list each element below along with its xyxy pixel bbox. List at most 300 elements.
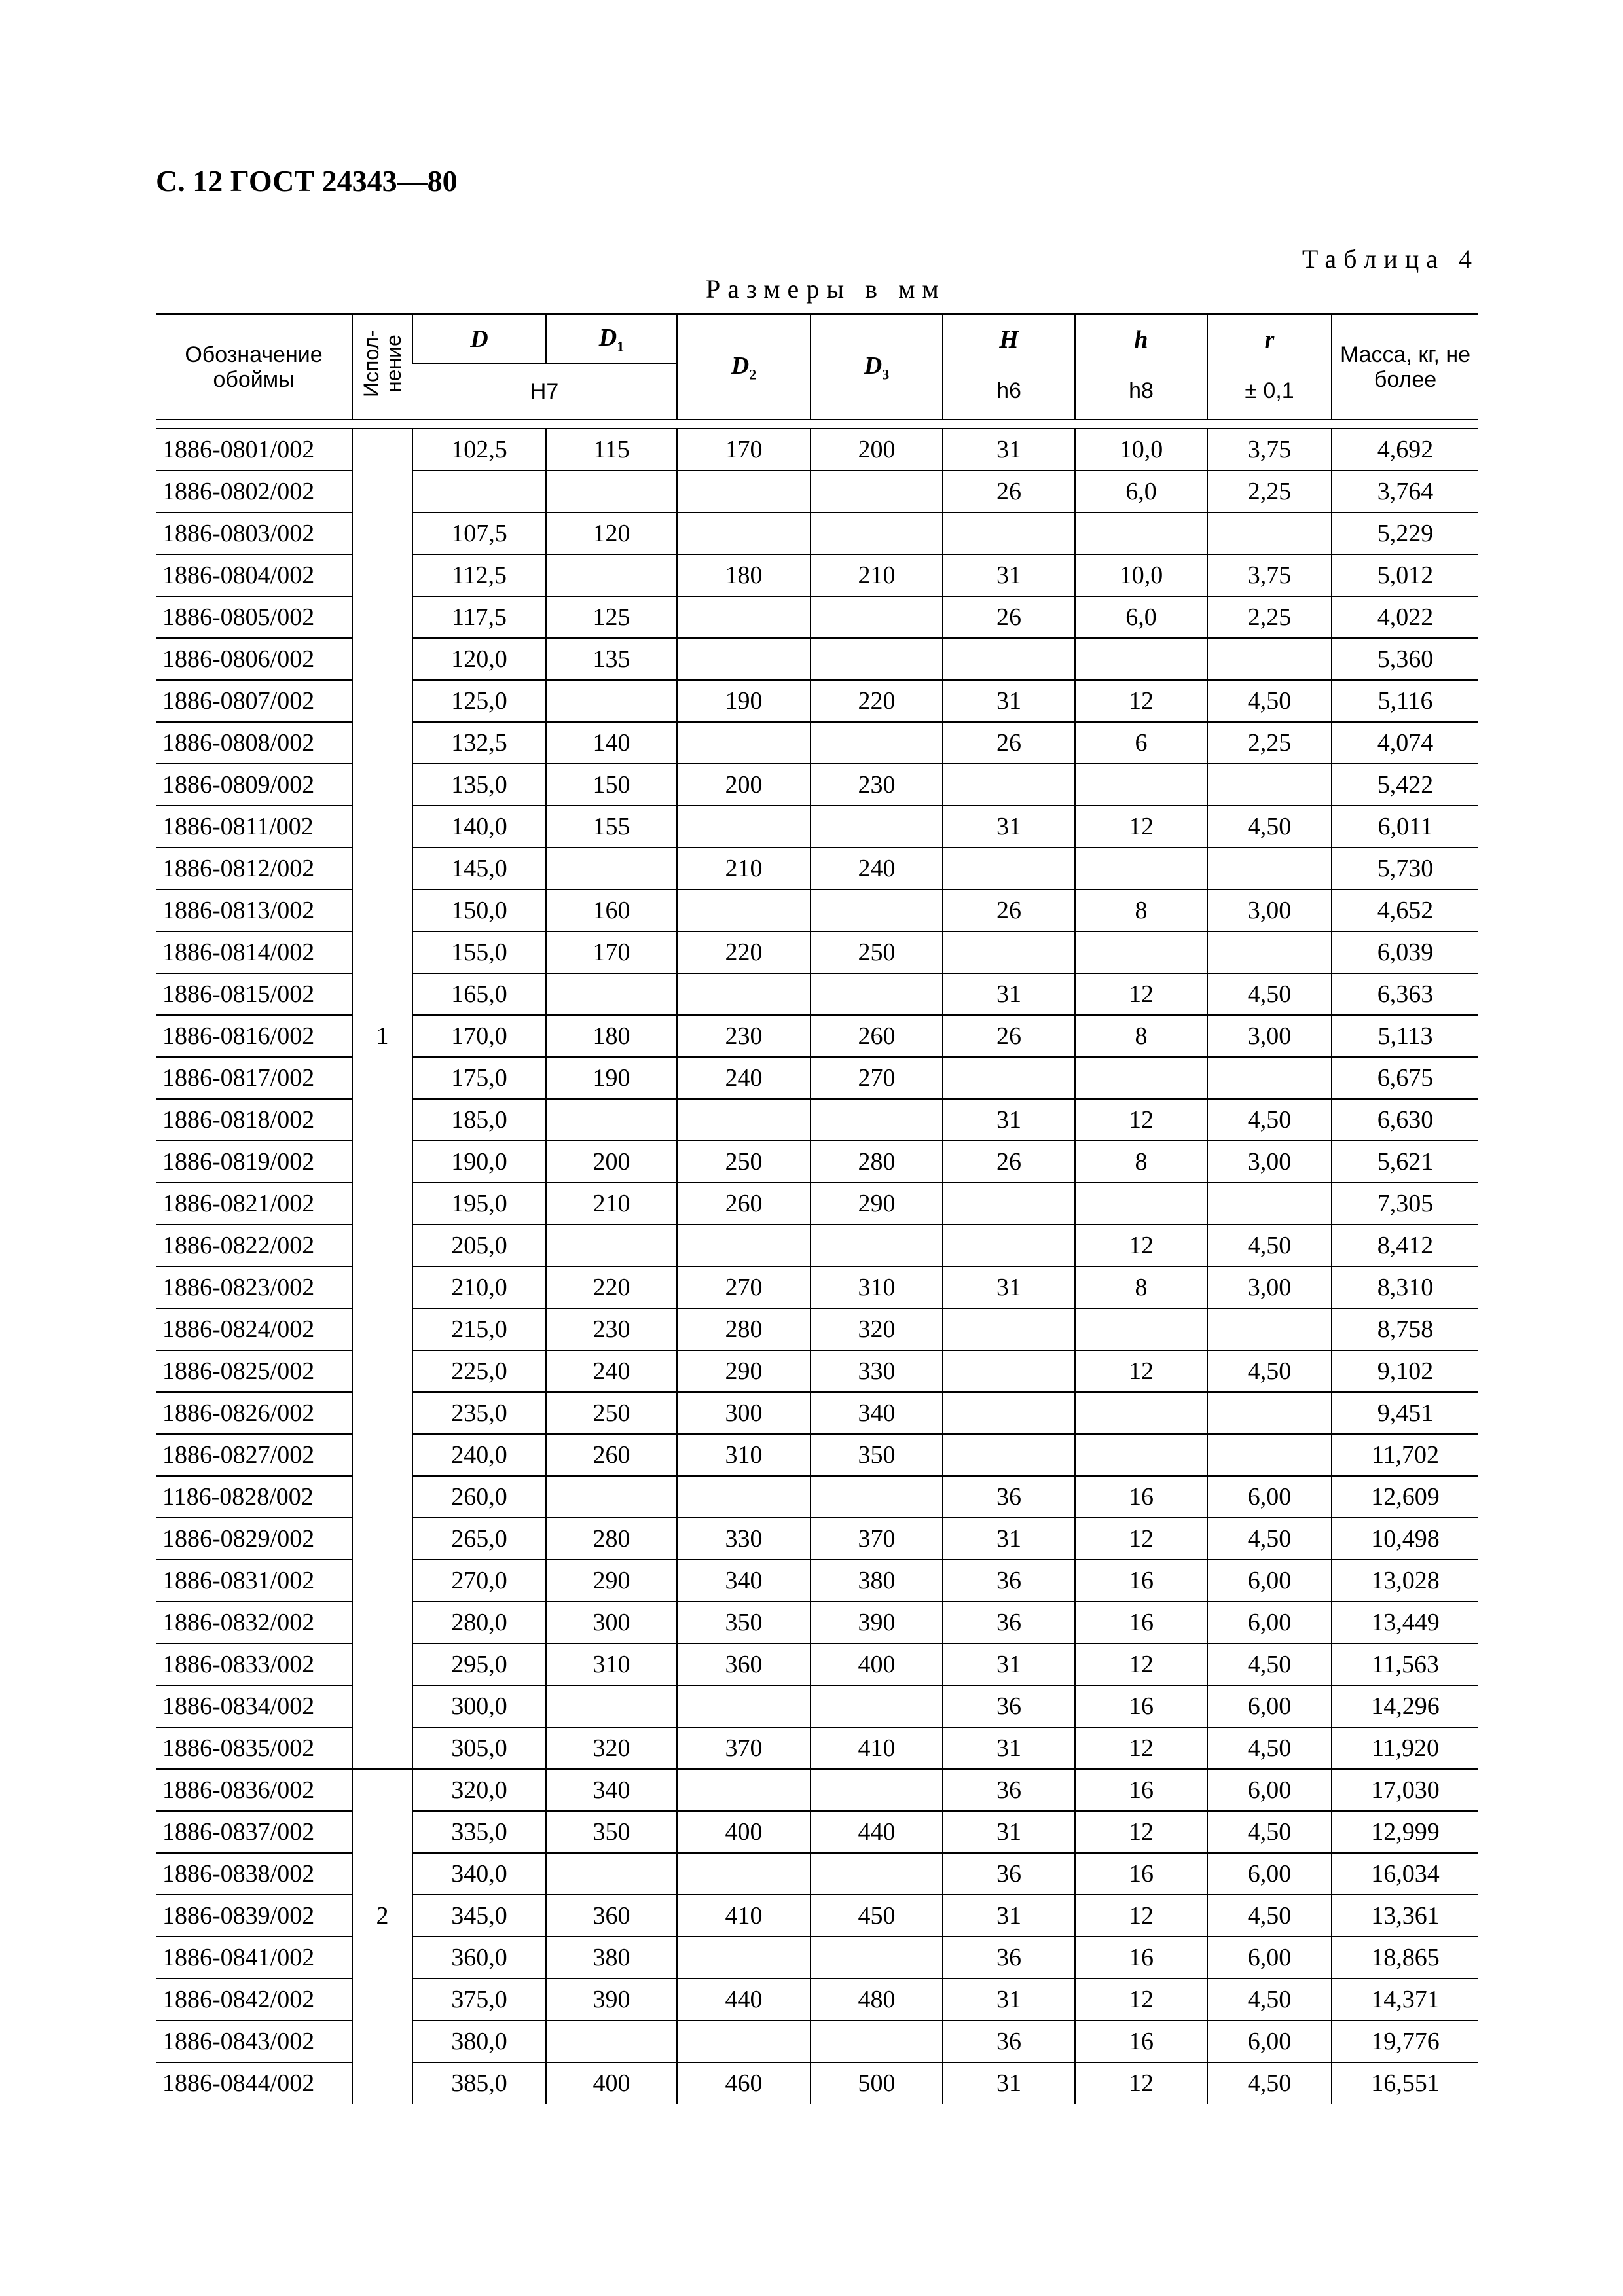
col-D1-letter: D [598,323,617,351]
mass-cell: 5,360 [1332,638,1478,680]
d2-cell [677,638,811,680]
d2-cell: 210 [677,848,811,889]
big-h-cell: 36 [943,1685,1075,1727]
d2-cell: 280 [677,1308,811,1350]
d-cell: 165,0 [412,973,546,1015]
designation-cell: 1886-0844/002 [156,2062,352,2104]
r-cell: 6,00 [1207,1937,1332,1979]
d1-cell [546,680,677,722]
small-h-cell: 16 [1075,1602,1207,1643]
d3-cell: 270 [811,1057,943,1099]
big-h-cell: 26 [943,1141,1075,1183]
small-h-cell: 12 [1075,680,1207,722]
d-cell: 225,0 [412,1350,546,1392]
d2-cell: 290 [677,1350,811,1392]
small-h-cell: 6 [1075,722,1207,764]
col-mass: Масса, кг, не более [1332,314,1478,420]
small-h-cell: 6,0 [1075,471,1207,512]
designation-cell: 1886-0816/002 [156,1015,352,1057]
version-cell [352,1392,412,1434]
big-h-cell: 31 [943,1811,1075,1853]
col-H [943,314,1075,363]
r-cell: 4,50 [1207,806,1332,848]
table-row [156,1602,1478,1643]
r-cell: 4,50 [1207,1979,1332,2020]
big-h-cell: 31 [943,1266,1075,1308]
version-cell [352,1266,412,1308]
big-h-cell [943,1057,1075,1099]
d2-cell: 400 [677,1811,811,1853]
designation-cell: 1886-0838/002 [156,1853,352,1895]
mass-cell: 5,113 [1332,1015,1478,1057]
d2-cell [677,1099,811,1141]
d1-cell [546,1225,677,1266]
version-cell [352,1225,412,1266]
d3-cell: 480 [811,1979,943,2020]
small-h-cell: 16 [1075,1853,1207,1895]
r-cell: 4,50 [1207,680,1332,722]
version-cell [352,806,412,848]
d-cell: 135,0 [412,764,546,806]
r-cell: 2,25 [1207,722,1332,764]
designation-cell: 1886-0833/002 [156,1643,352,1685]
small-h-cell: 12 [1075,973,1207,1015]
d-cell: 107,5 [412,512,546,554]
d1-cell [546,848,677,889]
d1-cell: 170 [546,931,677,973]
d2-cell [677,1853,811,1895]
r-cell: 4,50 [1207,1225,1332,1266]
designation-cell: 1886-0842/002 [156,1979,352,2020]
r-cell: 3,00 [1207,1015,1332,1057]
version-cell [352,596,412,638]
d2-cell: 240 [677,1057,811,1099]
big-h-cell: 36 [943,1560,1075,1602]
d-cell: 260,0 [412,1476,546,1518]
col-H-label: H [999,325,1019,353]
table-row [156,1476,1478,1518]
mass-cell: 11,920 [1332,1727,1478,1769]
table-row [156,1811,1478,1853]
table-row [156,1979,1478,2020]
d1-cell: 260 [546,1434,677,1476]
big-h-cell [943,1350,1075,1392]
big-h-cell: 26 [943,889,1075,931]
d2-cell: 170 [677,429,811,471]
d-cell: 150,0 [412,889,546,931]
designation-cell: 1886-0811/002 [156,806,352,848]
mass-cell: 5,621 [1332,1141,1478,1183]
d2-cell: 190 [677,680,811,722]
r-cell: 3,00 [1207,1141,1332,1183]
d2-cell: 340 [677,1560,811,1602]
small-h-cell: 10,0 [1075,429,1207,471]
d-cell: 195,0 [412,1183,546,1225]
d-cell: 385,0 [412,2062,546,2104]
version-cell [352,931,412,973]
designation-cell: 1886-0839/002 [156,1895,352,1937]
d-cell: 120,0 [412,638,546,680]
designation-cell: 1186-0828/002 [156,1476,352,1518]
r-cell: 3,00 [1207,1266,1332,1308]
table-row [156,722,1478,764]
designation-cell: 1886-0831/002 [156,1560,352,1602]
d2-cell: 270 [677,1266,811,1308]
d2-cell: 260 [677,1183,811,1225]
col-D3-label [864,351,890,383]
mass-cell: 3,764 [1332,471,1478,512]
version-cell [352,471,412,512]
d2-cell [677,596,811,638]
col-r-label: r [1264,325,1275,353]
d2-cell: 200 [677,764,811,806]
table-row [156,1727,1478,1769]
d2-cell: 310 [677,1434,811,1476]
mass-cell: 6,363 [1332,973,1478,1015]
table-row [156,512,1478,554]
r-cell [1207,1057,1332,1099]
d-cell: 155,0 [412,931,546,973]
version-cell [352,1937,412,1979]
d-cell: 210,0 [412,1266,546,1308]
col-D [412,314,546,363]
col-version-label: Испол- нение [359,330,405,398]
big-h-cell: 26 [943,1015,1075,1057]
d2-cell: 440 [677,1979,811,2020]
table-row [156,1266,1478,1308]
d-cell: 102,5 [412,429,546,471]
table-row [156,554,1478,596]
d3-cell: 250 [811,931,943,973]
mass-cell: 17,030 [1332,1769,1478,1811]
version-cell [352,1769,412,1811]
page-header: С. 12 ГОСТ 24343—80 [156,164,458,198]
d3-cell: 450 [811,1895,943,1937]
r-cell: 6,00 [1207,1602,1332,1643]
d2-cell [677,1937,811,1979]
d-cell: 140,0 [412,806,546,848]
table-row [156,471,1478,512]
table-row [156,1560,1478,1602]
col-h [1075,314,1207,363]
mass-cell: 13,361 [1332,1895,1478,1937]
big-h-cell: 26 [943,471,1075,512]
col-D1 [546,314,677,363]
designation-cell: 1886-0805/002 [156,596,352,638]
mass-cell: 4,652 [1332,889,1478,931]
table-row [156,1392,1478,1434]
table-row [156,596,1478,638]
d-cell: 360,0 [412,1937,546,1979]
big-h-cell: 26 [943,596,1075,638]
mass-cell: 6,011 [1332,806,1478,848]
mass-cell: 18,865 [1332,1937,1478,1979]
mass-cell: 6,039 [1332,931,1478,973]
col-D2 [677,314,811,420]
r-cell [1207,764,1332,806]
col-D2-sub: 2 [749,366,757,383]
big-h-cell: 36 [943,2020,1075,2062]
d3-cell [811,512,943,554]
table-row [156,1895,1478,1937]
small-h-cell: 12 [1075,2062,1207,2104]
r-cell: 4,50 [1207,1643,1332,1685]
designation-cell: 1886-0836/002 [156,1769,352,1811]
designation-cell: 1886-0821/002 [156,1183,352,1225]
r-cell: 4,50 [1207,973,1332,1015]
mass-cell: 4,074 [1332,722,1478,764]
d-cell: 375,0 [412,1979,546,2020]
d1-cell: 190 [546,1057,677,1099]
d2-cell [677,512,811,554]
d3-cell: 200 [811,429,943,471]
version-cell [352,1099,412,1141]
d-cell: 280,0 [412,1602,546,1643]
d1-cell: 140 [546,722,677,764]
small-h-cell: 16 [1075,1476,1207,1518]
d-cell: 345,0 [412,1895,546,1937]
small-h-cell: 8 [1075,889,1207,931]
r-cell [1207,1392,1332,1434]
col-D1-sub: 1 [617,338,625,355]
d3-cell: 240 [811,848,943,889]
small-h-cell [1075,848,1207,889]
d-cell: 295,0 [412,1643,546,1685]
small-h-cell [1075,638,1207,680]
designation-cell: 1886-0826/002 [156,1392,352,1434]
version-cell [352,1727,412,1769]
d1-cell: 210 [546,1183,677,1225]
col-version [352,314,412,420]
version-cell [352,680,412,722]
big-h-cell: 36 [943,1853,1075,1895]
version-cell [352,512,412,554]
designation-cell: 1886-0818/002 [156,1099,352,1141]
d2-cell [677,973,811,1015]
version-cell [352,1141,412,1183]
small-h-cell [1075,1434,1207,1476]
col-h-tolerance: h8 [1075,363,1207,420]
d1-cell: 135 [546,638,677,680]
d3-cell: 410 [811,1727,943,1769]
small-h-cell: 12 [1075,1811,1207,1853]
small-h-cell: 12 [1075,1350,1207,1392]
d-cell: 205,0 [412,1225,546,1266]
designation-cell: 1886-0813/002 [156,889,352,931]
designation-cell: 1886-0824/002 [156,1308,352,1350]
designation-cell: 1886-0843/002 [156,2020,352,2062]
big-h-cell [943,1308,1075,1350]
d1-cell: 220 [546,1266,677,1308]
r-cell [1207,638,1332,680]
mass-cell: 5,730 [1332,848,1478,889]
small-h-cell: 8 [1075,1015,1207,1057]
mass-cell: 8,412 [1332,1225,1478,1266]
col-D-label: D [470,325,488,353]
designation-cell: 1886-0822/002 [156,1225,352,1266]
r-cell [1207,1308,1332,1350]
designation-cell: 1886-0825/002 [156,1350,352,1392]
mass-cell: 4,022 [1332,596,1478,638]
big-h-cell: 31 [943,973,1075,1015]
d1-cell: 155 [546,806,677,848]
mass-cell: 14,296 [1332,1685,1478,1727]
table-row [156,931,1478,973]
d-cell: 240,0 [412,1434,546,1476]
version-cell [352,848,412,889]
small-h-cell: 16 [1075,1560,1207,1602]
d3-cell [811,1685,943,1727]
r-cell: 6,00 [1207,1769,1332,1811]
d2-cell: 220 [677,931,811,973]
small-h-cell: 12 [1075,1518,1207,1560]
d-cell: 305,0 [412,1727,546,1769]
table-row [156,764,1478,806]
big-h-cell: 31 [943,1099,1075,1141]
small-h-cell: 16 [1075,1937,1207,1979]
mass-cell: 5,229 [1332,512,1478,554]
d3-cell [811,973,943,1015]
d3-cell: 340 [811,1392,943,1434]
d3-cell: 290 [811,1183,943,1225]
designation-cell: 1886-0819/002 [156,1141,352,1183]
version-cell [352,1183,412,1225]
d3-cell [811,2020,943,2062]
version-cell [352,1476,412,1518]
d3-cell [811,471,943,512]
d2-cell [677,1476,811,1518]
d3-cell: 390 [811,1602,943,1643]
small-h-cell: 12 [1075,1643,1207,1685]
mass-cell: 11,702 [1332,1434,1478,1476]
designation-cell: 1886-0815/002 [156,973,352,1015]
version-cell [352,1979,412,2020]
r-cell: 2,25 [1207,596,1332,638]
d-cell: 340,0 [412,1853,546,1895]
col-D-D1-tolerance: H7 [412,363,677,420]
d1-cell [546,973,677,1015]
big-h-cell [943,931,1075,973]
version-cell [352,2062,412,2104]
mass-cell: 4,692 [1332,429,1478,471]
table-row [156,1015,1478,1057]
r-cell: 6,00 [1207,1853,1332,1895]
version-cell: 1 [352,1015,412,1057]
mass-cell: 19,776 [1332,2020,1478,2062]
table-row [156,1937,1478,1979]
mass-cell: 8,758 [1332,1308,1478,1350]
table-row [156,1183,1478,1225]
version-cell [352,889,412,931]
d3-cell [811,1937,943,1979]
d1-cell: 310 [546,1643,677,1685]
version-cell [352,722,412,764]
col-designation: Обозначение обоймы [156,314,352,420]
big-h-cell [943,1392,1075,1434]
d3-cell: 310 [811,1266,943,1308]
d3-cell: 230 [811,764,943,806]
r-cell: 6,00 [1207,2020,1332,2062]
version-cell [352,1811,412,1853]
col-D3-sub: 3 [882,366,890,383]
d1-cell: 390 [546,1979,677,2020]
d3-cell [811,1476,943,1518]
big-h-cell: 36 [943,1476,1075,1518]
d1-cell: 180 [546,1015,677,1057]
col-D1-label [598,323,625,355]
d1-cell: 150 [546,764,677,806]
d3-cell: 330 [811,1350,943,1392]
version-cell [352,1643,412,1685]
d3-cell: 500 [811,2062,943,2104]
table-row [156,1434,1478,1476]
mass-cell: 12,609 [1332,1476,1478,1518]
r-cell: 6,00 [1207,1685,1332,1727]
d3-cell [811,1225,943,1266]
d-cell: 215,0 [412,1308,546,1350]
d2-cell: 460 [677,2062,811,2104]
table-row [156,1518,1478,1560]
d1-cell: 280 [546,1518,677,1560]
d2-cell: 370 [677,1727,811,1769]
d2-cell [677,722,811,764]
mass-cell: 14,371 [1332,1979,1478,2020]
d1-cell: 320 [546,1727,677,1769]
d3-cell [811,1099,943,1141]
d-cell: 170,0 [412,1015,546,1057]
designation-cell: 1886-0834/002 [156,1685,352,1727]
big-h-cell [943,512,1075,554]
r-cell: 3,00 [1207,889,1332,931]
d1-cell: 250 [546,1392,677,1434]
big-h-cell: 36 [943,1937,1075,1979]
small-h-cell [1075,512,1207,554]
table-row [156,889,1478,931]
d1-cell: 115 [546,429,677,471]
d1-cell: 160 [546,889,677,931]
table-row [156,806,1478,848]
d1-cell: 380 [546,1937,677,1979]
designation-cell: 1886-0837/002 [156,1811,352,1853]
big-h-cell: 31 [943,1979,1075,2020]
mass-cell: 6,675 [1332,1057,1478,1099]
version-cell [352,1308,412,1350]
small-h-cell: 12 [1075,1099,1207,1141]
designation-cell: 1886-0832/002 [156,1602,352,1643]
d-cell: 175,0 [412,1057,546,1099]
r-cell: 4,50 [1207,1350,1332,1392]
designation-cell: 1886-0801/002 [156,429,352,471]
col-D2-letter: D [731,351,750,380]
table-row [156,1643,1478,1685]
table-row [156,1350,1478,1392]
d2-cell: 350 [677,1602,811,1643]
big-h-cell [943,1183,1075,1225]
mass-cell: 12,999 [1332,1811,1478,1853]
version-cell [352,1560,412,1602]
d2-cell [677,2020,811,2062]
small-h-cell: 10,0 [1075,554,1207,596]
d1-cell: 400 [546,2062,677,2104]
big-h-cell: 31 [943,1727,1075,1769]
d1-cell [546,1099,677,1141]
designation-cell: 1886-0802/002 [156,471,352,512]
d3-cell: 210 [811,554,943,596]
small-h-cell [1075,931,1207,973]
d1-cell [546,1476,677,1518]
col-D3-letter: D [864,351,883,380]
big-h-cell: 31 [943,2062,1075,2104]
